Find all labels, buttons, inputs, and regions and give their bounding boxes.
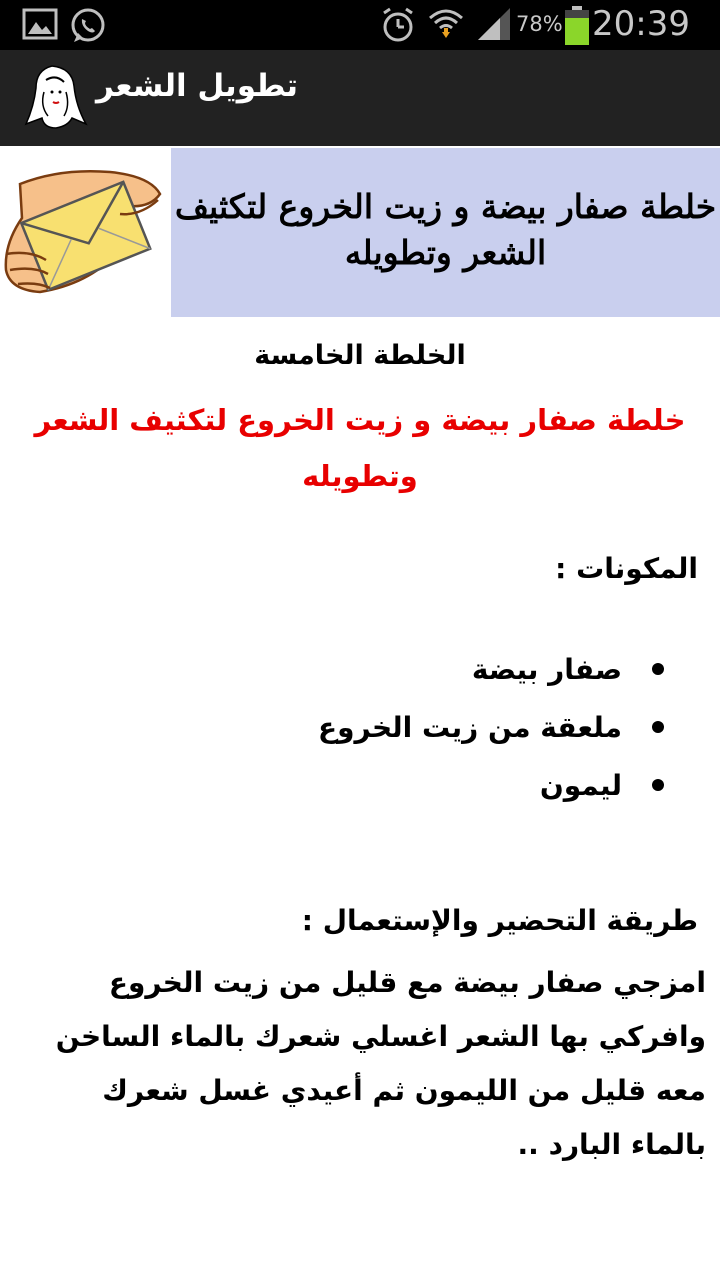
wifi-icon xyxy=(428,6,464,48)
woman-hair-icon[interactable] xyxy=(22,62,90,136)
app-title: تطويل الشعر xyxy=(96,68,298,104)
bullet-icon xyxy=(652,721,664,733)
banner-title: خلطة صفار بيضة و زيت الخروع لتكثيف الشعر وتطويله xyxy=(171,148,720,317)
status-time: 20:39 xyxy=(592,4,690,44)
bullet-icon xyxy=(652,663,664,675)
action-bar xyxy=(0,50,720,146)
bullet-icon xyxy=(652,779,664,791)
article-banner xyxy=(0,146,720,317)
status-bar xyxy=(0,0,720,50)
ingredients-list xyxy=(318,640,664,814)
recipe-title: خلطة صفار بيضة و زيت الخروع لتكثيف الشعر وتطويله xyxy=(34,403,686,493)
envelope-hand-icon xyxy=(0,154,170,308)
gallery-icon xyxy=(22,6,58,46)
section-subheading: الخلطة الخامسة xyxy=(254,340,466,371)
signal-icon xyxy=(476,6,512,48)
method-label: طريقة التحضير والإستعمال : xyxy=(301,904,698,937)
list-item xyxy=(318,698,664,756)
alarm-icon xyxy=(380,6,416,48)
list-item xyxy=(318,640,664,698)
list-item xyxy=(318,756,664,814)
ingredient-text: ملعقة من زيت الخروع xyxy=(318,710,622,744)
battery-icon xyxy=(564,6,590,50)
method-text: امزجي صفار بيضة مع قليل من زيت الخروع وافركي بها الشعر اغسلي شعرك بالماء الساخن معه قليل من الليمون ثم أعيدي غسل شعرك بالماء البارد .. xyxy=(55,966,706,1161)
ingredient-text: صفار بيضة xyxy=(471,652,622,686)
battery-percent: 78% xyxy=(516,12,563,36)
ingredient-text: ليمون xyxy=(539,768,622,802)
ingredients-label: المكونات : xyxy=(555,552,698,585)
whatsapp-icon xyxy=(68,6,108,50)
